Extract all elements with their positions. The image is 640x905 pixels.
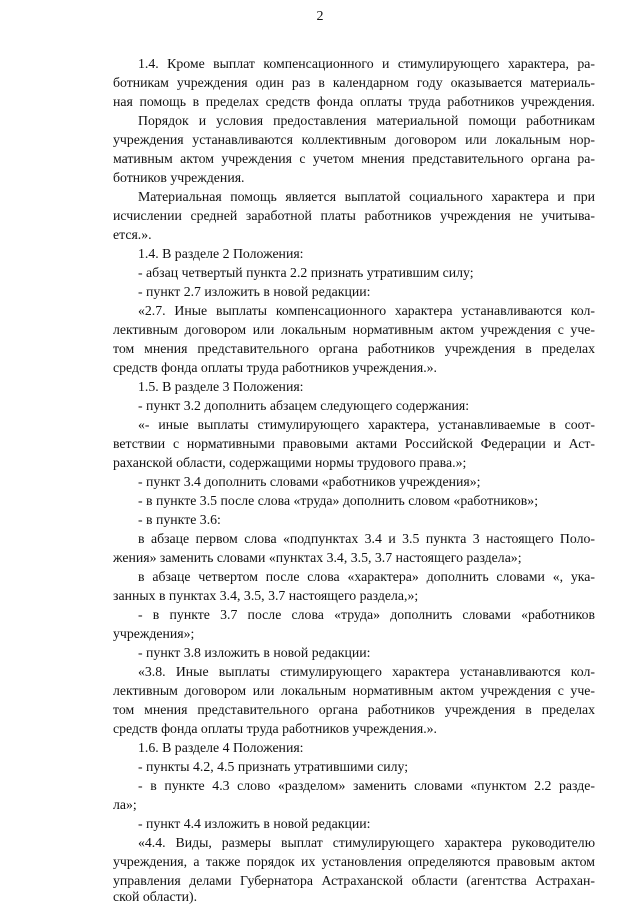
list-item: - в пункте 3.5 после слова «труда» дополнить словом «работников»; bbox=[138, 493, 539, 508]
paragraph-line: занных в пунктах 3.4, 3.5, 3.7 настоящего раздела,»; bbox=[113, 588, 419, 603]
paragraph-line: «- иные выплаты стимулирующего характера, устанавливаемые в соот- bbox=[138, 417, 595, 432]
paragraph-line: жения» заменить словами «пунктах 3.4, 3.5, 3.7 настоящего раздела»; bbox=[113, 550, 522, 565]
paragraph-line: мативным актом учреждения с учетом мнения представительного органа ра- bbox=[113, 151, 595, 166]
list-item: - в пункте 3.6: bbox=[138, 512, 221, 527]
paragraph-line: том мнения представительного органа работников учреждения в пределах bbox=[113, 341, 595, 356]
section-heading: 1.4. В разделе 2 Положения: bbox=[138, 246, 304, 261]
paragraph-line: Материальная помощь является выплатой социального характера и при bbox=[138, 189, 595, 204]
paragraph-line: управления делами Губернатора Астраханской области (агентства Астрахан- bbox=[113, 873, 595, 888]
list-item: - в пункте 3.7 после слова «труда» дополнить словами «работников bbox=[138, 607, 595, 622]
paragraph-line: исчислении средней заработной платы работников учреждения не учитыва- bbox=[113, 208, 595, 223]
paragraph-line: лективным договором или локальным нормативным актом учреждения с уче- bbox=[113, 322, 595, 337]
paragraph-line: том мнения представительного органа работников учреждения в пределах bbox=[113, 702, 595, 717]
paragraph-line: лективным договором или локальным нормативным актом учреждения с уче- bbox=[113, 683, 595, 698]
paragraph-line: ная помощь в пределах средств фонда оплаты труда работников учреждения. bbox=[113, 94, 595, 109]
paragraph-line: ется.». bbox=[113, 227, 152, 242]
section-heading: 1.5. В разделе 3 Положения: bbox=[138, 379, 304, 394]
paragraph-line: учреждения»; bbox=[113, 626, 195, 641]
section-heading: 1.6. В разделе 4 Положения: bbox=[138, 740, 304, 755]
list-item: - в пункте 4.3 слово «разделом» заменить словами «пунктом 2.2 разде- bbox=[138, 778, 595, 793]
paragraph-line: раханской области, содержащими нормы трудового права.»; bbox=[113, 455, 467, 470]
paragraph-line: ской области). bbox=[113, 889, 198, 904]
page-number: 2 bbox=[316, 9, 324, 24]
paragraph-line: учреждения устанавливаются коллективным договором или локальным нор- bbox=[113, 132, 595, 147]
paragraph-line: ветствии с нормативными правовыми актами Российской Федерации и Аст- bbox=[113, 436, 595, 451]
paragraph-line: «3.8. Иные выплаты стимулирующего характера устанавливаются кол- bbox=[138, 664, 595, 679]
paragraph-line: «2.7. Иные выплаты компенсационного характера устанавливаются кол- bbox=[138, 303, 595, 318]
paragraph-line: ботникам учреждения один раз в календарном году оказывается материаль- bbox=[113, 75, 595, 90]
list-item: - абзац четвертый пункта 2.2 признать утратившим силу; bbox=[138, 265, 474, 280]
paragraph-line: средств фонда оплаты труда работников учреждения.». bbox=[113, 360, 437, 375]
list-item: - пункт 3.2 дополнить абзацем следующего содержания: bbox=[138, 398, 470, 413]
paragraph-line: учреждения, а также порядок их установления определяются правовым актом bbox=[113, 854, 595, 869]
paragraph-line: в абзаце четвертом после слова «характера» дополнить словами «, ука- bbox=[138, 569, 595, 584]
paragraph-line: ла»; bbox=[113, 797, 137, 812]
paragraph-line: «4.4. Виды, размеры выплат стимулирующего характера руководителю bbox=[138, 835, 595, 850]
paragraph-line: средств фонда оплаты труда работников учреждения.». bbox=[113, 721, 437, 736]
paragraph-line: в абзаце первом слова «подпунктах 3.4 и 3.5 пункта 3 настоящего Поло- bbox=[138, 531, 595, 546]
paragraph-line: 1.4. Кроме выплат компенсационного и стимулирующего характера, ра- bbox=[138, 56, 595, 71]
list-item: - пункт 3.8 изложить в новой редакции: bbox=[138, 645, 371, 660]
paragraph-line: Порядок и условия предоставления материальной помощи работникам bbox=[138, 113, 595, 128]
list-item: - пункт 4.4 изложить в новой редакции: bbox=[138, 816, 371, 831]
list-item: - пункт 2.7 изложить в новой редакции: bbox=[138, 284, 371, 299]
list-item: - пункт 3.4 дополнить словами «работников учреждения»; bbox=[138, 474, 481, 489]
paragraph-line: ботников учреждения. bbox=[113, 170, 245, 185]
list-item: - пункты 4.2, 4.5 признать утратившими силу; bbox=[138, 759, 409, 774]
